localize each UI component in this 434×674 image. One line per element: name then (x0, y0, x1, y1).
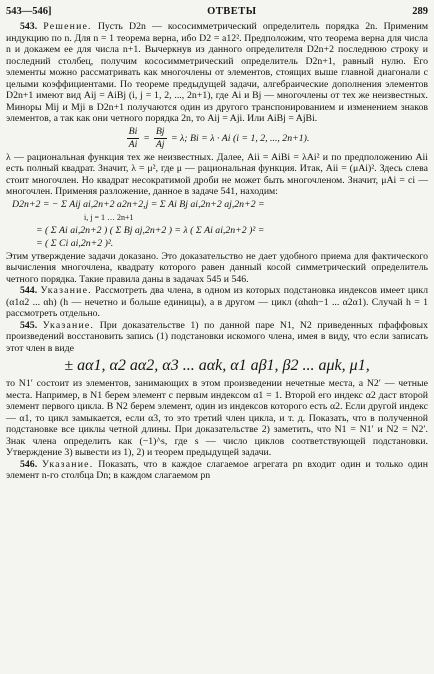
answer-545-continued: то N1′ состоит из элементов, занимающих в этом произведении нечетные места, а N2′ — четные места. Например, в N1 берем элемент с первым индексом α1 = 1. Второй его индекс α2 даст второй элемент первого цикла. В N2 берем элемент, один из индексов которого есть α2. Если другой индекс — α1, то цикл замыкается, если α3, то это третий член цикла, и т. д. Показать, что в полученной подстановке все циклы четной длины. При доказательстве 2) заметить, что N1 = N1′ и N2 = N2′. Знак члена определить как (−1)^s, где s — число циклов соответствующей подстановки. Утверждение 3) вывести из 1), 2) и теорем предыдущей задачи. (6, 378, 428, 458)
hint-lead: Указание. (40, 285, 92, 296)
answer-546-paragraph (6, 459, 428, 482)
fraction-numerator: Bj (155, 125, 165, 137)
formula-line-2: = ( Σ Ai ai,2n+2 ) ( Σ Bj aj,2n+2 ) = λ ( Σ Ai ai,2n+2 )² = (36, 224, 265, 236)
formula-line-1: D2n+2 = − Σ Aij ai,2n+2 a2n+2,j = Σ Ai Bj ai,2n+2 aj,2n+2 = (12, 198, 265, 210)
header-page-number: 289 (412, 6, 428, 17)
running-header (6, 6, 428, 18)
fraction-denominator: Ai (128, 138, 138, 150)
header-section-range: 543—546] (6, 6, 52, 17)
hint-lead: Указание. (42, 319, 95, 331)
answer-545-paragraph (6, 320, 428, 355)
fraction-denominator: Aj (155, 138, 165, 150)
hint-lead: Указание. (42, 458, 94, 470)
formula-term: ± aα1, α2 aα2, α3 ... aαk, α1 aβ1, β2 ... aμk, μ1, (64, 357, 370, 374)
solution-lead: Решение. (43, 21, 92, 32)
formula-ratio: $\frac{Bi}{Ai}$ = $\frac{Bj}{Aj}$ = λ; Bi = λ · Ai (i = 1, 2, ..., 2n+1). (128, 125, 310, 150)
formula-expansion (6, 199, 428, 250)
answer-543-paragraph (6, 21, 428, 125)
problem-number: 545. (20, 319, 38, 331)
answer-543-conclusion: Этим утверждение задачи доказано. Это доказательство не дает удобного приема для фактического вычисления многочлена, квадрату которого равен данный косой симметрический определитель четного порядка. Такие правила даны в задачах 545 и 546. (6, 250, 428, 285)
problem-number: 543. (20, 21, 38, 32)
answer-text: Показать, что в каждое слагаемое агрегата pn входит один и только один элемент n-го столбца Dn; в каждом слагаемом pn (6, 458, 429, 481)
header-title: ОТВЕТЫ (207, 6, 257, 17)
problem-number: 546. (20, 458, 38, 470)
answer-text: Рассмотреть два члена, в одном из которых подстановка индексов имеет цикл (α1α2 ... αh) (h — нечетно и больше единицы), а в другом — цикл (αhαh−1 ... α2α1). Случай h = 1 рассмотреть отдельно. (6, 285, 429, 319)
answer-543-continued: λ — рациональная функция тех же неизвестных. Далее, Aii = AiBi = λAi² и по предположению Aii есть полный квадрат. Значит, λ = μ², где μ — рациональная функция. Итак, Aii = (μAi)². Здесь слева стоит многочлен. Но квадрат несократимой дроби не может быть многочленом. Значит, μAi = ci — многочлен. Применяя разложение, данное в задаче 541, находим: (6, 151, 428, 197)
sum-limits: i, j = 1 … 2n+1 (84, 212, 134, 222)
answer-text: Пусть D2n — кососимметрический определитель порядка 2n. Применим индукцию по n. Для n = 1 теорема верна, ибо D2 = a12². Предположим, что теорема верна для числа n и докажем ее для числа n+1. Вычеркнув из данного определителя D2n+2 последнюю строку и последний столбец, получим кососимметрический определитель D2n+1, равный нулю. Его элементы можно рассматривать как многочлены от элементов, стоящих выше главной диагонали с целыми коэффициентами. По теореме предыдущей задачи, алгебраические дополнения элементов D2n+1 имеют вид Aij = AiBj (i, j = 1, 2, ..., 2n+1), где Ai и Bj — многочлены от тех же неизвестных. Миноры Mij и Mji в D2n+1 получаются один из другого транспонированием и изменением знаков элементов, а так как они четного порядка 2n, то Aij = Aji. Или AiBj = AjBi. (6, 21, 429, 124)
problem-number: 544. (20, 285, 38, 296)
answer-544-paragraph (6, 285, 428, 320)
fraction-bi-ai (127, 126, 140, 151)
answer-text: При доказательстве 1) по данной паре N1, N2 приведенных пфаффовых произведений восстановить запись (1) подстановки искомого члена, имея в виду, что если записать этот член в виде (6, 319, 429, 354)
formula-line-3: = ( Σ Ci ai,2n+2 )². (36, 237, 114, 249)
fraction-bj-aj (154, 126, 167, 151)
formula-rest: = λ; Bi = λ · Ai (i = 1, 2, ..., 2n+1). (170, 132, 310, 144)
fraction-numerator: Bi (128, 125, 138, 137)
